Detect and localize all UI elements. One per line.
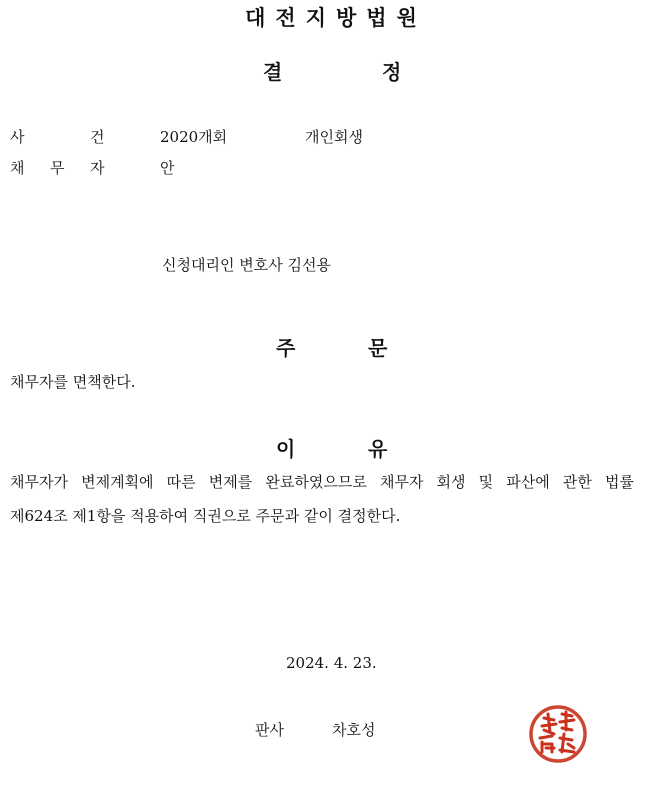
- case-number: 2020개회: [160, 128, 228, 146]
- title-left-char: 결: [263, 60, 283, 84]
- debtor-label-char-2: 무: [50, 159, 65, 177]
- case-label-char-2: 건: [90, 128, 105, 146]
- judge-name: 차호성: [332, 721, 376, 739]
- attorney-line: 신청대리인 변호사 김선용: [162, 256, 331, 274]
- court-name: 대전지방법원: [245, 6, 427, 30]
- debtor-label-char-3: 자: [90, 159, 105, 177]
- order-heading-left: 주: [276, 336, 296, 360]
- seal-mark: [531, 707, 585, 761]
- judge-seal-stamp: [526, 700, 590, 766]
- judge-title: 판사: [255, 721, 284, 739]
- title-right-char: 정: [382, 60, 402, 84]
- case-label-char-1: 사: [10, 128, 25, 146]
- debtor-name: 안: [160, 159, 175, 177]
- decision-date: 2024. 4. 23.: [286, 654, 377, 672]
- reason-heading-left: 이: [276, 437, 296, 461]
- reason-heading-right: 유: [368, 437, 388, 461]
- case-type: 개인회생: [305, 128, 363, 146]
- order-text: 채무자를 면책한다.: [10, 373, 136, 391]
- reason-line-1: 채무자가 변제계획에 따른 변제를 완료하였으므로 채무자 회생 및 파산에 관한 법률: [10, 473, 634, 491]
- debtor-label-char-1: 채: [10, 159, 25, 177]
- order-heading-right: 문: [368, 336, 388, 360]
- reason-line-2: 제624조 제1항을 적용하여 직권으로 주문과 같이 결정한다.: [10, 507, 401, 525]
